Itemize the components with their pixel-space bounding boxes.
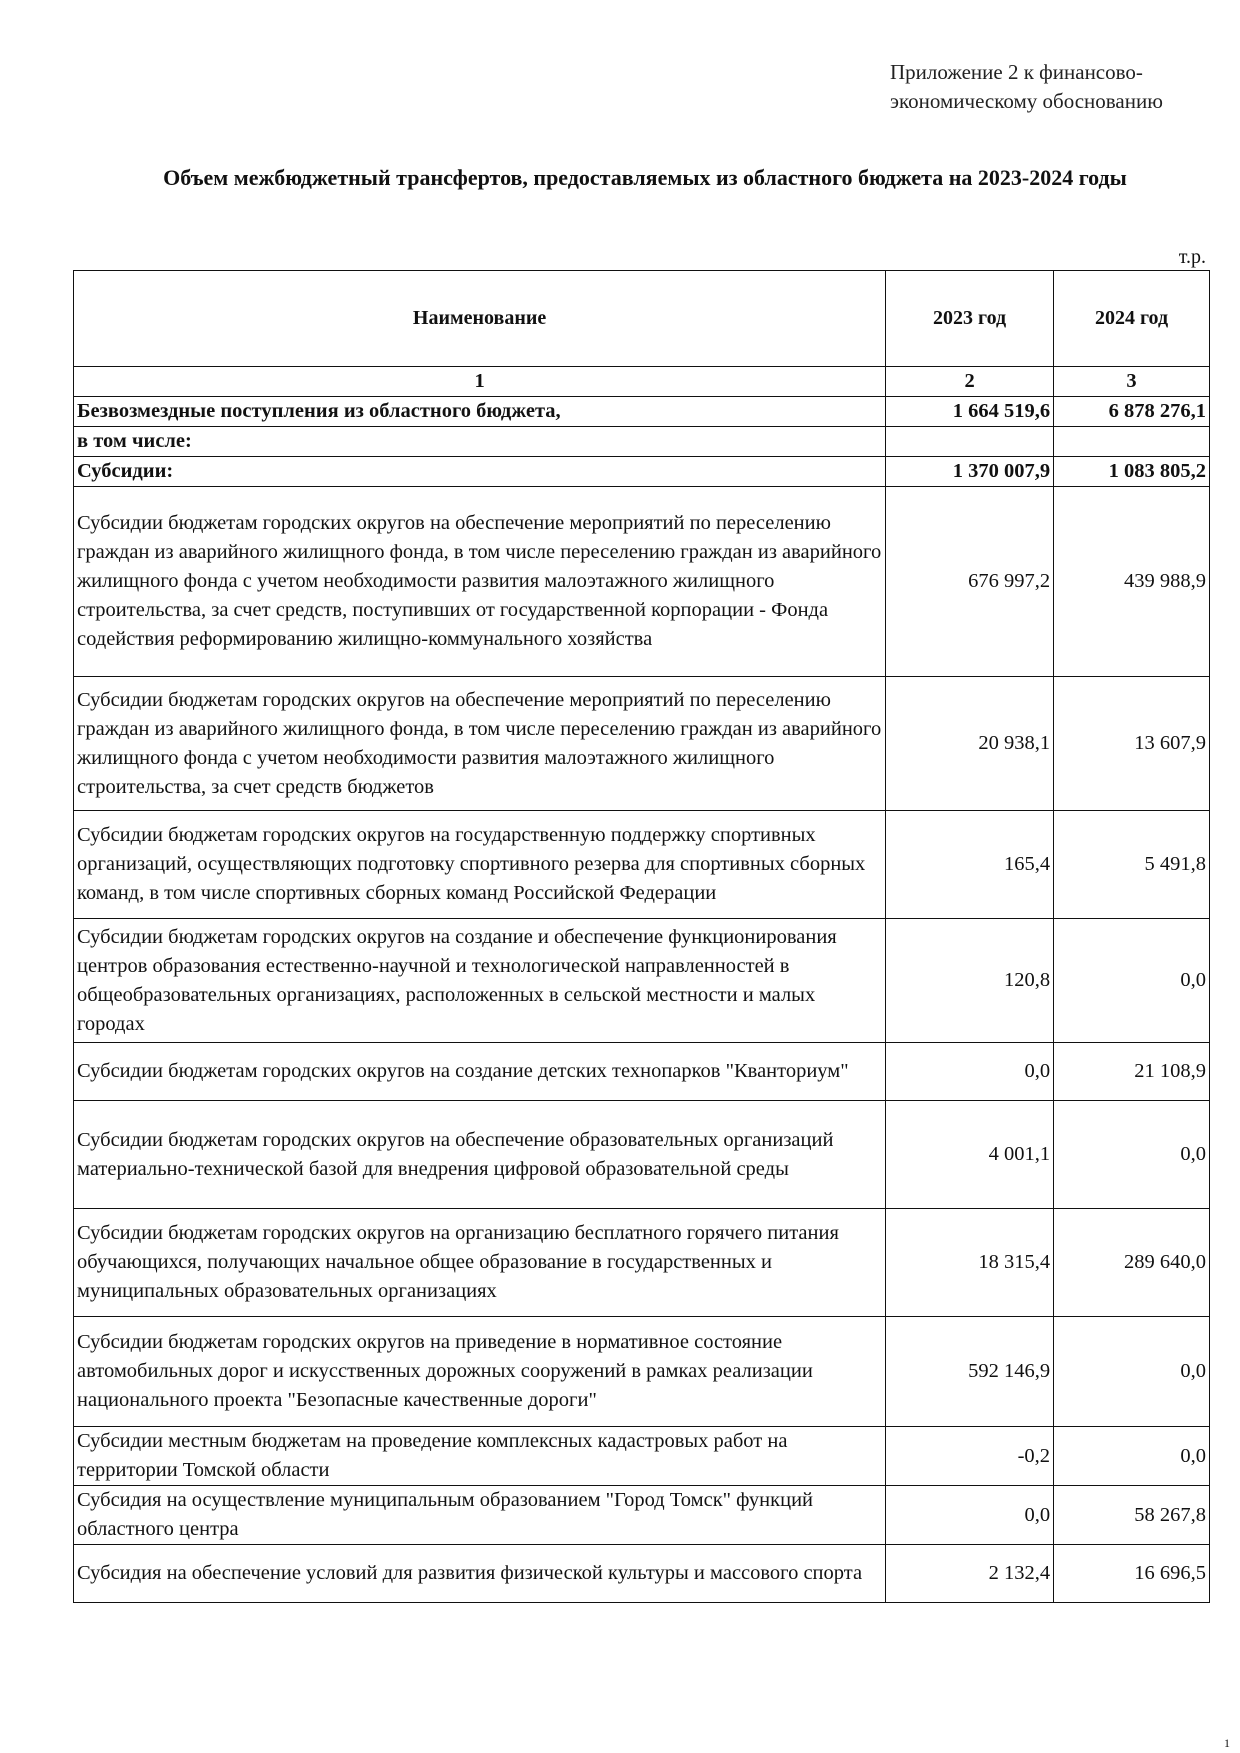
appendix-note (890, 58, 1230, 116)
document-title: Объем межбюджетный трансфертов, предоставляемых из областного бюджета на 2023-2024 годы (163, 165, 1127, 190)
column-header-name: Наименование (74, 271, 886, 367)
value-2024: 0,0 (1054, 1101, 1210, 1209)
table-row (74, 1545, 1210, 1603)
value-2024: 6 878 276,1 (1054, 397, 1210, 427)
value-2024: 13 607,9 (1054, 677, 1210, 811)
row-name: Субсидии бюджетам городских округов на обеспечение мероприятий по переселению граждан из аварийного жилищного фонда, в том числе переселению граждан из аварийного жилищного фонда с учетом необходимости развития малоэтажного жилищного строительства, за счет средств, поступивших от государственной корпорации - Фонда содействия реформированию жилищно-коммунального хозяйства (74, 487, 886, 677)
value-2024: 1 083 805,2 (1054, 457, 1210, 487)
value-2023: 2 132,4 (886, 1545, 1054, 1603)
value-2023: 592 146,9 (886, 1317, 1054, 1427)
row-name: Субсидии бюджетам городских округов на приведение в нормативное состояние автомобильных дорог и искусственных дорожных сооружений в рамках реализации национального проекта "Безопасные качественные дороги" (74, 1317, 886, 1427)
table-row (74, 919, 1210, 1043)
value-2023: 0,0 (886, 1043, 1054, 1101)
column-header-2024: 2024 год (1054, 271, 1210, 367)
row-name: Субсидия на обеспечение условий для развития физической культуры и массового спорта (74, 1545, 886, 1603)
value-2024: 0,0 (1054, 1427, 1210, 1486)
row-name: Субсидии бюджетам городских округов на государственную поддержку спортивных организаций, осуществляющих подготовку спортивного резерва для спортивных сборных команд, в том числе спортивных сборных команд Российской Федерации (74, 811, 886, 919)
value-2023: 120,8 (886, 919, 1054, 1043)
value-2024: 16 696,5 (1054, 1545, 1210, 1603)
table-row (74, 1486, 1210, 1545)
value-2023 (886, 427, 1054, 457)
table-row (74, 427, 1210, 457)
column-number-2: 2 (886, 367, 1054, 397)
value-2023: 0,0 (886, 1486, 1054, 1545)
units-label: т.р. (1178, 246, 1206, 268)
row-name: Субсидии: (74, 457, 886, 487)
value-2023: 165,4 (886, 811, 1054, 919)
row-name: Субсидии бюджетам городских округов на обеспечение мероприятий по переселению граждан из аварийного жилищного фонда, в том числе переселению граждан из аварийного жилищного фонда с учетом необходимости развития малоэтажного жилищного строительства, за счет средств бюджетов (74, 677, 886, 811)
value-2023: 18 315,4 (886, 1209, 1054, 1317)
table-row (74, 1317, 1210, 1427)
page-number: 1 (1224, 1736, 1230, 1750)
value-2024: 289 640,0 (1054, 1209, 1210, 1317)
value-2024: 439 988,9 (1054, 487, 1210, 677)
row-name: Субсидии бюджетам городских округов на организацию бесплатного горячего питания обучающихся, получающих начальное общее образование в государственных и муниципальных образовательных организациях (74, 1209, 886, 1317)
row-name: Субсидии местным бюджетам на проведение комплексных кадастровых работ на территории Томской области (74, 1427, 886, 1486)
value-2024 (1054, 427, 1210, 457)
value-2024: 58 267,8 (1054, 1486, 1210, 1545)
row-name: Субсидия на осуществление муниципальным образованием "Город Томск" функций областного центра (74, 1486, 886, 1545)
row-name: в том числе: (74, 427, 886, 457)
table-header-row (74, 271, 1210, 367)
value-2024: 5 491,8 (1054, 811, 1210, 919)
table-row (74, 457, 1210, 487)
value-2023: 20 938,1 (886, 677, 1054, 811)
row-name: Субсидии бюджетам городских округов на обеспечение образовательных организаций материально-технической базой для внедрения цифровой образовательной среды (74, 1101, 886, 1209)
column-header-2023: 2023 год (886, 271, 1054, 367)
value-2024: 0,0 (1054, 919, 1210, 1043)
table-row (74, 1427, 1210, 1486)
value-2023: -0,2 (886, 1427, 1054, 1486)
value-2023: 1 664 519,6 (886, 397, 1054, 427)
value-2023: 1 370 007,9 (886, 457, 1054, 487)
row-name: Субсидии бюджетам городских округов на создание и обеспечение функционирования центров образования естественно-научной и технологической направленностей в общеобразовательных организациях, расположенных в сельской местности и малых городах (74, 919, 886, 1043)
appendix-line-2: экономическому обоснованию (890, 89, 1163, 113)
appendix-line-1: Приложение 2 к финансово- (890, 60, 1143, 84)
table-row (74, 811, 1210, 919)
column-number-1: 1 (74, 367, 886, 397)
column-number-row (74, 367, 1210, 397)
value-2024: 0,0 (1054, 1317, 1210, 1427)
value-2023: 676 997,2 (886, 487, 1054, 677)
table-row (74, 1101, 1210, 1209)
table-row (74, 487, 1210, 677)
column-number-3: 3 (1054, 367, 1210, 397)
table-row (74, 677, 1210, 811)
table-row (74, 1209, 1210, 1317)
row-name: Безвозмездные поступления из областного бюджета, (74, 397, 886, 427)
value-2024: 21 108,9 (1054, 1043, 1210, 1101)
transfers-table (73, 270, 1210, 1603)
row-name: Субсидии бюджетам городских округов на создание детских технопарков "Кванториум" (74, 1043, 886, 1101)
value-2023: 4 001,1 (886, 1101, 1054, 1209)
table-row (74, 1043, 1210, 1101)
table-row (74, 397, 1210, 427)
